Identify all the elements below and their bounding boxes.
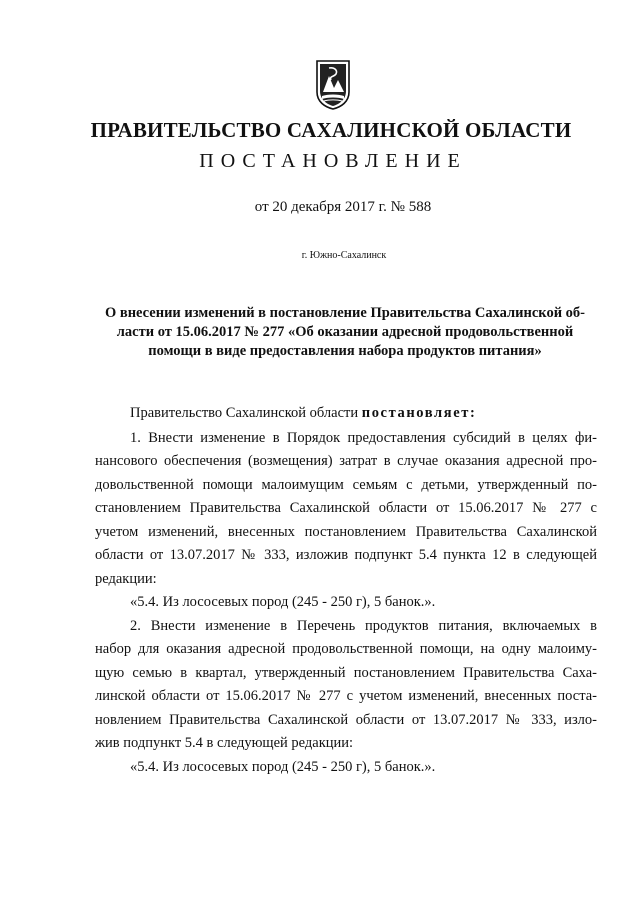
- document-date-number: от 20 декабря 2017 г. № 588: [254, 199, 432, 215]
- government-title: ПРАВИТЕЛЬСТВО САХАЛИНСКОЙ ОБЛАСТИ: [90, 118, 572, 142]
- paragraph-line: 1. Внести изменение в Порядок предоставления субсидий в целях фи-: [130, 429, 597, 446]
- quote-line: «5.4. Из лососевых пород (245 - 250 г), 5 банок.».: [130, 758, 436, 775]
- paragraph-line: нансового обеспечения (возмещения) затрат в случае оказания адресной про-: [95, 453, 597, 469]
- heading-line: О внесении изменений в постановление Правительства Сахалинской об-: [104, 305, 586, 321]
- paragraph-line: становлением Правительства Сахалинской области от 15.06.2017 № 277 с: [95, 500, 597, 516]
- paragraph-line: 2. Внести изменение в Перечень продуктов питания, включаемых в: [130, 617, 597, 634]
- paragraph-line: редакции:: [95, 570, 157, 587]
- preamble-text: Правительство Сахалинской области: [130, 405, 362, 421]
- paragraph-line: новлением Правительства Сахалинской области от 13.07.2017 № 333, изло-: [95, 711, 597, 728]
- paragraph-line: области от 13.07.2017 № 333, изложив подпункт 5.4 пункта 12 в следующей: [95, 547, 597, 563]
- document-body: [95, 402, 597, 779]
- paragraph-line: учетом изменений, внесенных постановлением Правительства Сахалинской: [95, 523, 597, 540]
- paragraph-line: линской области от 15.06.2017 № 277 с учетом изменений, внесенных поста-: [95, 688, 597, 704]
- preamble-emphasis: постановляет:: [361, 405, 477, 421]
- quote-line: «5.4. Из лососевых пород (245 - 250 г), 5 банок.».: [130, 594, 436, 610]
- sakhalin-coat-of-arms-icon: [314, 58, 352, 110]
- paragraph-line: набор для оказания адресной продовольственной помощи, на одну малоиму-: [95, 641, 597, 657]
- document-heading: [98, 304, 592, 361]
- paragraph-line: довольственной помощи малоимущим семьям с детьми, утвержденный по-: [95, 476, 597, 493]
- paragraph-line: жив подпункт 5.4 в следующей редакции:: [95, 735, 354, 751]
- paragraph-line: щую семью в квартал, утвержденный постановлением Правительства Саха-: [95, 664, 597, 681]
- heading-line: ласти от 15.06.2017 № 277 «Об оказании адресной продовольственной: [116, 324, 574, 340]
- document-type: ПОСТАНОВЛЕНИЕ: [199, 150, 467, 172]
- document-place: г. Южно-Сахалинск: [301, 250, 387, 261]
- preamble: [95, 402, 597, 426]
- heading-line: помощи в виде предоставления набора продуктов питания»: [148, 343, 542, 359]
